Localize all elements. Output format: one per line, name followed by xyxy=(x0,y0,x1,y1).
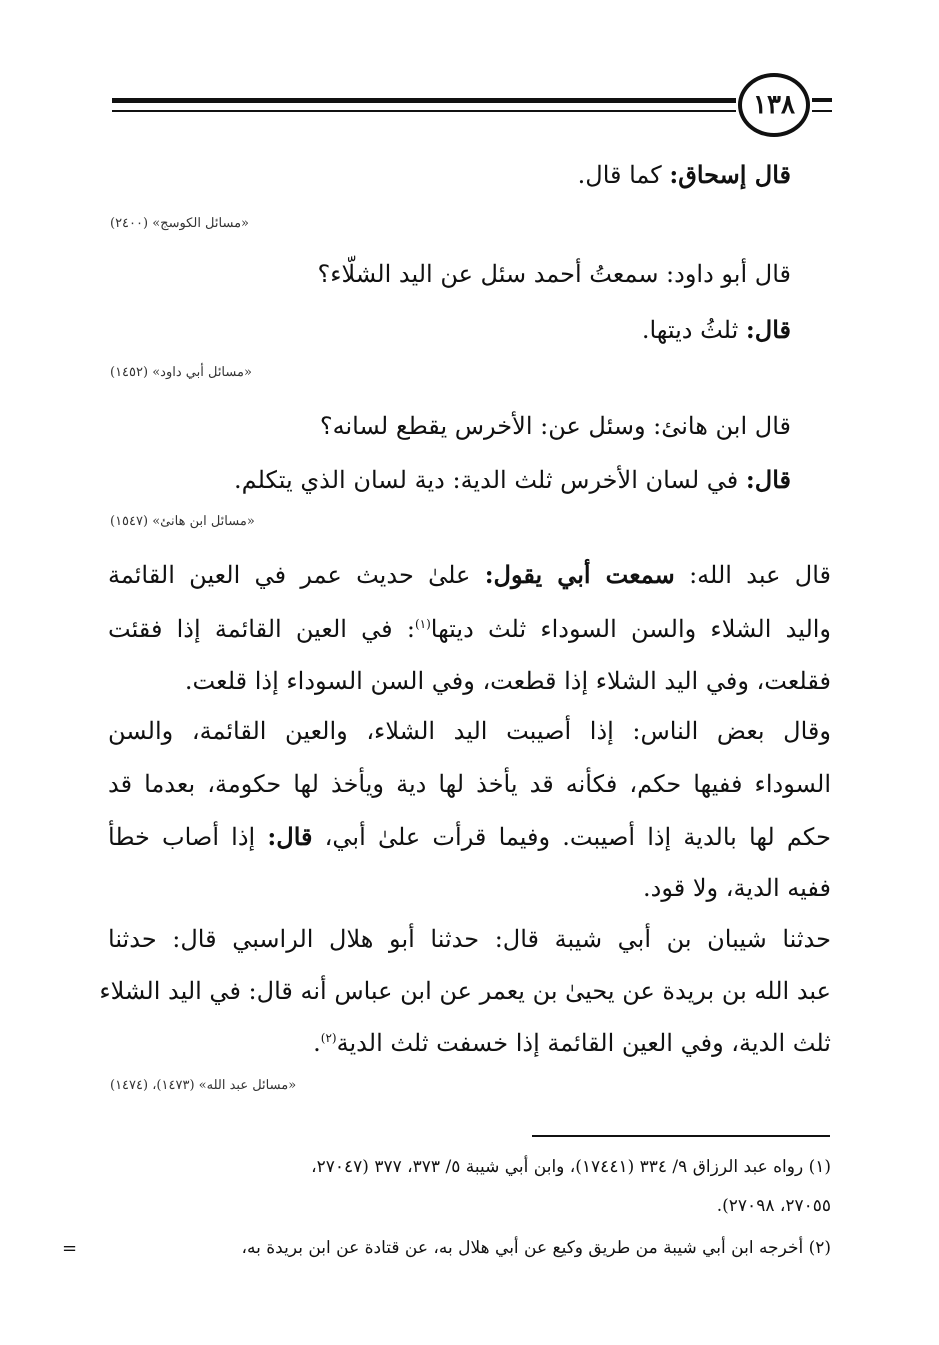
text-run: قال عبد الله: xyxy=(674,561,831,589)
speaker: سمعت أبي يقول: xyxy=(484,560,675,589)
source-citation: «مسائل أبي داود» (١٤٥٢) xyxy=(110,365,252,380)
paragraph-line: ففيه الدية، ولا قود. xyxy=(643,874,831,902)
text-run: علىٰ حديث عمر في العين القائمة xyxy=(108,561,485,589)
footnote-1: (١) رواه عبد الرزاق ٩/ ٣٣٤ (١٧٤٤١)، وابن أبي شيبة ٥/ ٣٧٣، ٣٧٧ (٢٧٠٤٧، xyxy=(311,1157,831,1177)
footnote-2: (٢) أخرجه ابن أبي شيبة من طريق وكيع عن أبي هلال به، عن قتادة عن ابن بريدة به، xyxy=(241,1238,831,1258)
text-run: ثلث الدية، وفي العين القائمة إذا خسفت ثلث الدية xyxy=(336,1029,831,1057)
source-citation: «مسائل ابن هانئ» (١٥٤٧) xyxy=(110,514,255,529)
entry-answer xyxy=(234,465,791,494)
paragraph-line: حدثنا شيبان بن أبي شيبة قال: حدثنا أبو هلال الراسبي قال: حدثنا xyxy=(108,925,831,953)
speaker: قال: xyxy=(745,465,791,494)
footnote-ref[interactable]: (١) xyxy=(414,617,431,631)
header-rule-thick xyxy=(112,98,736,103)
entry-text: ثلثُ ديتها. xyxy=(641,316,746,344)
footnote-1-continued: ٢٧٠٥٥، ٢٧٠٩٨). xyxy=(716,1196,831,1216)
page-number: ١٣٨ xyxy=(738,73,810,137)
header-rule-thin xyxy=(112,110,736,112)
paragraph-line xyxy=(108,615,831,643)
paragraph-line xyxy=(108,560,831,589)
paragraph-line: عبد الله بن بريدة عن يحيىٰ بن يعمر عن ابن عباس أنه قال: في اليد الشلاء xyxy=(99,977,831,1005)
footnote-divider xyxy=(532,1135,830,1137)
entry-text: كما قال. xyxy=(577,161,670,189)
footnote-ref[interactable]: (٢) xyxy=(320,1031,337,1045)
paragraph-line: وقال بعض الناس: إذا أصيبت اليد الشلاء، والعين القائمة، والسن xyxy=(108,717,831,745)
speaker: قال: xyxy=(745,315,791,344)
entry-ibn-hani: قال ابن هانئ: وسئل عن: الأخرس يقطع لسانه؟ xyxy=(319,412,791,440)
header-rule-right-thick xyxy=(812,98,832,102)
source-citation: «مسائل عبد الله» (١٤٧٣)، (١٤٧٤) xyxy=(110,1078,297,1093)
text-run: إذا أصاب خطأ xyxy=(108,823,268,851)
paragraph-line xyxy=(108,822,831,851)
continuation-mark: = xyxy=(62,1238,78,1259)
paragraph-line: السوداء ففيها حكم، فكأنه قد يأخذ لها دية ويأخذ لها حكومة، بعدما قد xyxy=(108,770,831,798)
header-rule-right-thin xyxy=(812,110,832,112)
speaker: قال إسحاق: xyxy=(669,160,791,189)
text-run: . xyxy=(313,1029,321,1057)
text-run: : في العين القائمة إذا فقئت xyxy=(108,615,415,643)
entry-ishaq xyxy=(578,160,791,189)
source-citation: «مسائل الكوسج» (٢٤٠٠) xyxy=(110,216,249,231)
speaker: قال: xyxy=(267,822,313,851)
entry-text: في لسان الأخرس ثلث الدية: دية لسان الذي يتكلم. xyxy=(233,466,746,494)
text-run: واليد الشلاء والسن السوداء ثلث ديتها xyxy=(430,615,832,643)
text-run: حكم لها بالدية إذا أصيبت. وفيما قرأت علىٰ أبي، xyxy=(312,823,831,851)
paragraph-line xyxy=(108,1029,831,1057)
paragraph-line: فقلعت، وفي اليد الشلاء إذا قطعت، وفي السن السوداء إذا قلعت. xyxy=(184,667,831,695)
entry-answer xyxy=(642,315,791,344)
entry-abu-dawud: قال أبو داود: سمعتُ أحمد سئل عن اليد الشلّاء؟ xyxy=(317,260,791,288)
